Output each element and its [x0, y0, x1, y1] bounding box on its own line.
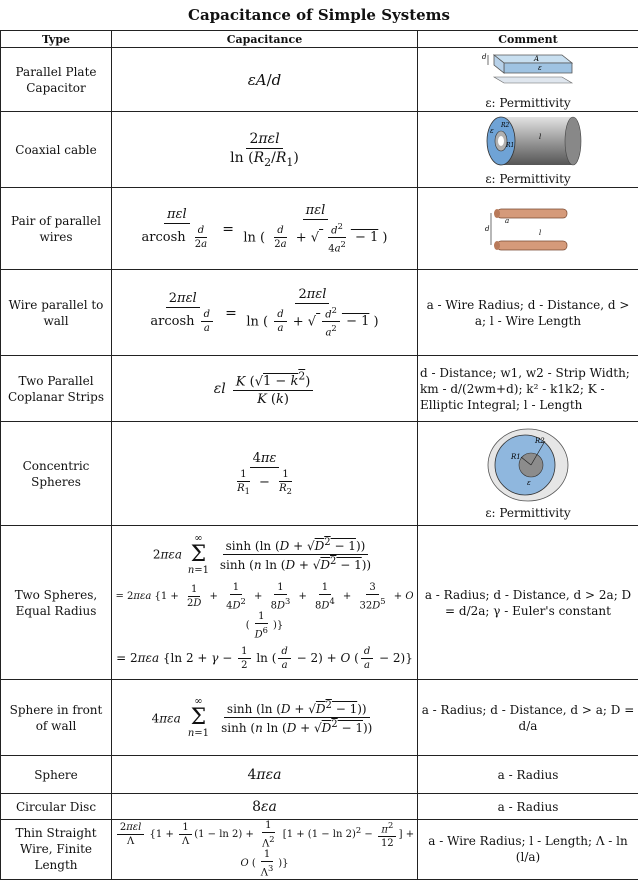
figure-label: R1 [505, 142, 514, 149]
table-row [1, 112, 638, 188]
row-comment [418, 188, 638, 270]
row-comment: a - Radius [418, 794, 638, 820]
row-comment-text: ε: Permittivity [420, 505, 636, 521]
fraction: 2πεl ln ( $\frac{d}{a}$ + √ $\frac{d^2}{a^2}$ − 1 ) [243, 287, 381, 339]
row-type: Two Spheres, Equal Radius [1, 526, 112, 680]
figure-label: R2 [534, 437, 545, 445]
fraction: πεl ln ( $\frac{d}{2a}$ + √ $\frac{d^2}{4a^2}$ − 1 ) [240, 203, 390, 255]
row-comment: a - Wire Radius; d - Distance, d > a; l - Wire Length [418, 270, 638, 356]
fraction: 2πεl arcosh $\frac{d}{a}$ [147, 291, 218, 334]
table-row [1, 48, 638, 112]
row-type: Concentric Spheres [1, 422, 112, 526]
row-comment: a - Wire Radius; l - Length; Λ - ln (l/a) [418, 820, 638, 880]
row-comment: a - Radius; d - Distance, d > 2a; D = d/2a; γ - Euler's constant [418, 526, 638, 680]
table-row [1, 422, 638, 526]
row-comment: a - Radius; d - Distance, d > a; D = d/a [418, 680, 638, 756]
row-type: Wire parallel to wall [1, 270, 112, 356]
parallel-plate-figure [480, 49, 576, 93]
figure-label: ε [490, 127, 494, 135]
row-comment: a - Radius [418, 756, 638, 794]
row-type: Circular Disc [1, 794, 112, 820]
figure-label: l [539, 133, 541, 141]
figure-label: l [539, 229, 541, 237]
table-row [1, 188, 638, 270]
fraction: πεl arcosh $\frac{d}{2a}$ [139, 207, 216, 250]
fraction: $\frac{K (√1 - k^2)}{K (k)}$ [233, 370, 314, 407]
table-row [1, 680, 638, 756]
row-type: Sphere [1, 756, 112, 794]
formula-coaxial [112, 112, 418, 188]
row-comment-text: ε: Permittivity [420, 171, 636, 187]
formula-two-spheres: 2πεa ∞ Σ n=1 $\frac{\sinh (\ln (D + √D^2 - 1))}{\sinh (n \ln (D + √D^2 - 1))}$ = 2πεa {1 + $\frac{1}{2D}$ + $\frac{1}{4D^2}$ + $\frac{1}{8D^3}$ + $\frac{1}{8D^4}$ + $\frac{3}{32D^5}$ + O ( $\frac{1}{D^6}$ )} = 2πεa {ln 2 + γ − $\frac{1}{2}$ ln ( $\frac{d}{a}$ − 2) + O ( $\frac{d}{a}$ − 2)} [112, 526, 418, 680]
parallel-wires-figure [483, 199, 573, 259]
row-type: Sphere in front of wall [1, 680, 112, 756]
fraction: 4πε $\frac{1}{R_1}$ − $\frac{1}{R_2}$ [229, 451, 300, 496]
row-type: Parallel Plate Capacitor [1, 48, 112, 112]
header-capacitance: Capacitance [112, 31, 418, 48]
row-type: Coaxial cable [1, 112, 112, 188]
figure-label: A [533, 55, 539, 63]
figure-label: ε [538, 64, 542, 72]
capacitance-table [0, 30, 638, 880]
fraction: $\frac{\sinh (\ln (D + √D^2 - 1))}{\sinh (n \ln (D + √D^2 - 1))}$ [218, 700, 375, 735]
figure-label: d [482, 53, 487, 61]
table-row [1, 794, 638, 820]
row-comment [418, 112, 638, 188]
formula-sphere-wall: 4πεa ∞ Σ n=1 $\frac{\sinh (\ln (D + √D^2 - 1))}{\sinh (n \ln (D + √D^2 - 1))}$ [112, 680, 418, 756]
formula-circular-disc: 8εa [112, 794, 418, 820]
figure-label: ε [527, 479, 531, 487]
figure-label: R2 [500, 122, 510, 129]
formula-coplanar-strips: εl $\frac{K (√1 - k^2)}{K (k)}$ [112, 356, 418, 422]
row-comment [418, 48, 638, 112]
formula-thin-wire: $\frac{\text{2πεl}}{\Lambda}$ {1 + $\frac{1}{\Lambda}$ (1 − ln 2) + $\frac{1}{\Lambda^2}$ [$1 + (1 - \ln 2)^2$ − $\frac{\pi^2}{12}$ ] + O ( $\frac{1}{\Lambda^3}$ )} [112, 820, 418, 880]
row-comment-text: ε: Permittivity [420, 95, 636, 111]
formula-concentric-spheres [112, 422, 418, 526]
fraction: $\frac{\text{2πεl}}{\ln (R_2/R_1)}$ [227, 131, 302, 169]
table-row [1, 756, 638, 794]
row-type: Thin Straight Wire, Finite Length [1, 820, 112, 880]
formula-wire-wall: 2πεl arcosh $\frac{d}{a}$ = 2πεl ln ( $\frac{d}{a}$ + √ $\frac{d^2}{a^2}$ − 1 ) [112, 270, 418, 356]
formula-parallel-plate: εA/d [112, 48, 418, 112]
table-row [1, 270, 638, 356]
coaxial-cable-figure [473, 113, 583, 169]
formula-parallel-wires: πεl arcosh $\frac{d}{2a}$ = πεl ln ( $\frac{d}{2a}$ + √ $\frac{d^2}{4a^2}$ − 1 ) [112, 188, 418, 270]
header-comment: Comment [418, 31, 638, 48]
fraction: $\frac{\sinh (\ln (D + √D^2 - 1))}{\sinh (n \ln (D + √D^2 - 1))}$ [217, 537, 374, 572]
row-type: Two Parallel Coplanar Strips [1, 356, 112, 422]
header-type: Type [1, 31, 112, 48]
header-row [1, 31, 638, 48]
row-comment: d - Distance; w1, w2 - Strip Width; km - d/(2wm+d); k² - k1k2; K - Elliptic Integral; l - Length [418, 356, 638, 422]
formula-sphere: 4πεa [112, 756, 418, 794]
table-row [1, 526, 638, 680]
concentric-spheres-figure [483, 427, 573, 503]
row-type: Pair of parallel wires [1, 188, 112, 270]
table-row [1, 356, 638, 422]
figure-label: d [485, 225, 490, 233]
table-title: Capacitance of Simple Systems [0, 0, 638, 30]
table-row [1, 820, 638, 880]
row-comment [418, 422, 638, 526]
figure-label: R1 [510, 453, 521, 461]
figure-label: a [505, 217, 509, 225]
